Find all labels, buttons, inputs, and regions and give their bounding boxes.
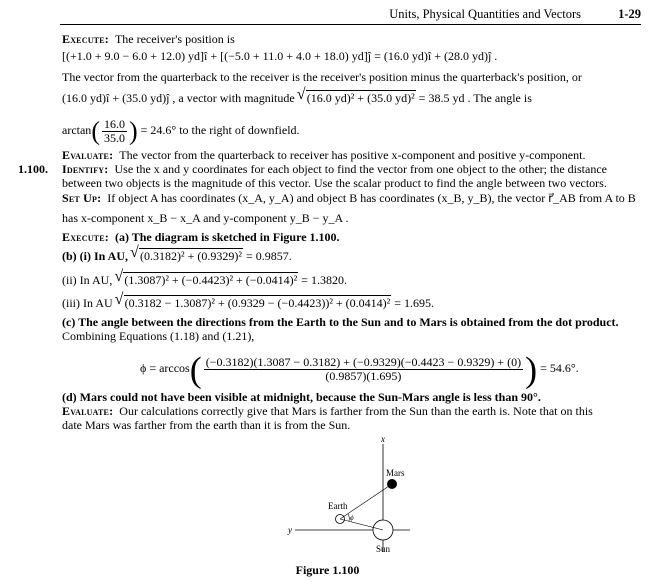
mars-label: Mars	[386, 468, 405, 478]
y-axis-label: y	[288, 525, 292, 535]
part-b-sqrt: √ (0.3182)² + (0.9329)²	[131, 249, 243, 263]
part-d-line: (d) Mars could not have been visible at midnight, because the Sun-Mars angle is less than 90°.	[62, 390, 541, 404]
evaluate-line-2	[62, 404, 635, 418]
identify-text-1: Use the x and y coordinates for each object to find the vector from one object to the other; the distance	[114, 162, 607, 176]
figure-caption: Figure 1.100	[295, 563, 360, 577]
evaluate-text: The vector from the quarterback to receiver has positive x-component and positive y-component.	[119, 148, 586, 162]
execute-line-4	[62, 91, 635, 105]
part-c-equation: ϕ = arccos( (−0.3182)(1.3087 − 0.3182) + (−0.9329)(−0.4423 − 0.9329) + (0) (0.9857)(1.695) ) = 54.6°.	[140, 349, 579, 390]
execute-label: Execute:	[62, 32, 109, 46]
problem-number: 1.100.	[18, 162, 48, 176]
setup-line-1	[62, 191, 635, 205]
magnitude-sqrt: √ (16.0 yd)² + (35.0 yd)²	[298, 91, 416, 105]
x-axis-label: x	[381, 434, 385, 444]
arctan-label: arctan	[62, 123, 92, 137]
running-title: Units, Physical Quantities and Vectors	[389, 7, 581, 21]
arctan-fraction: $\frac{16.0}{35.0}$	[103, 116, 125, 145]
phi-arccos: ϕ = arccos	[140, 361, 190, 375]
part-b-result: = 0.9857.	[245, 249, 292, 263]
part-c-result: = 54.6°.	[540, 361, 579, 375]
part-b2-label: (ii) In AU,	[62, 273, 113, 287]
part-b3-result: = 1.695.	[394, 296, 435, 310]
part-b-line	[62, 249, 635, 263]
execute-line-5: arctan( $\frac{16.0}{35.0}$ ) = 24.6° to the right of downfield.	[62, 116, 300, 146]
earth-label: Earth	[328, 501, 348, 511]
evaluate-text-2: Our calculations correctly give that Mars is farther from the Sun than the earth is. Note that on this	[119, 404, 593, 418]
evaluate-label: Evaluate:	[62, 148, 114, 162]
part-b3-sqrt: √ (0.3182 − 1.3087)² + (0.9329 − (−0.4423))² + (0.0414)²	[116, 296, 392, 310]
execute-label-2: Execute:	[62, 230, 109, 244]
arccos-fraction: (−0.3182)(1.3087 − 0.3182) + (−0.9329)(−0.4423 − 0.9329) + (0) (0.9857)(1.695)	[205, 354, 522, 383]
identify-line-2: between two objects is the magnitude of this vector. Use the scalar product to find the angle between two vectors.	[62, 176, 607, 190]
part-a-line	[62, 230, 635, 244]
part-b2-sqrt: √ (1.3087)² + (−0.4423)² + (−0.0414)²	[115, 273, 298, 287]
identify-line-1	[62, 162, 635, 176]
page-number: 1-29	[618, 7, 641, 21]
figure-diagram	[260, 434, 420, 564]
setup-text-1: If object A has coordinates (x_A, y_A) and object B has coordinates (x_B, y_B), the vector r⃗_AB from A to B	[107, 191, 636, 205]
evaluate-label-2: Evaluate:	[62, 404, 114, 418]
earth-mars-line	[340, 484, 392, 519]
part-b3-label: (iii) In AU	[62, 296, 113, 310]
execute-text: The receiver's position is	[114, 32, 235, 46]
phi-label: ϕ	[350, 514, 354, 522]
execute-line-3: The vector from the quarterback to the receiver is the receiver's position minus the quarterback's position, or	[62, 70, 582, 84]
part-a-text: (a) The diagram is sketched in Figure 1.100.	[114, 230, 340, 244]
execute-line-2: [(+1.0 + 9.0 − 6.0 + 12.0) yd]î + [(−5.0 + 11.0 + 4.0 + 18.0) yd]ĵ = (16.0 yd)î + (28.0 yd)ĵ .	[62, 49, 498, 63]
identify-label: Identify:	[62, 162, 109, 176]
evaluate-line-3: date Mars was farther from the earth than it is from the Sun.	[62, 418, 351, 432]
arctan-result: = 24.6° to the right of downfield.	[140, 123, 300, 137]
page-header	[60, 4, 641, 25]
part-b-label: (b) (i) In AU,	[62, 249, 129, 263]
part-c-line-2: Combining Equations (1.18) and (1.21),	[62, 329, 255, 343]
setup-label: Set Up:	[62, 191, 102, 205]
part-b3-line	[62, 296, 635, 310]
sun-label: Sun	[375, 544, 391, 554]
part-c-line-1: (c) The angle between the directions from the Earth to the Sun and to Mars is obtained from the dot product.	[62, 315, 619, 329]
execute-line-1	[62, 32, 635, 46]
magnitude-post: = 38.5 yd . The angle is	[418, 91, 532, 105]
magnitude-pre: (16.0 yd)î + (35.0 yd)ĵ , a vector with magnitude	[62, 91, 295, 105]
setup-line-2: has x-component x_B − x_A and y-component y_B − y_A .	[62, 211, 349, 225]
part-b2-line	[62, 273, 635, 287]
part-b2-result: = 1.3820.	[301, 273, 347, 287]
evaluate-line	[62, 148, 635, 162]
